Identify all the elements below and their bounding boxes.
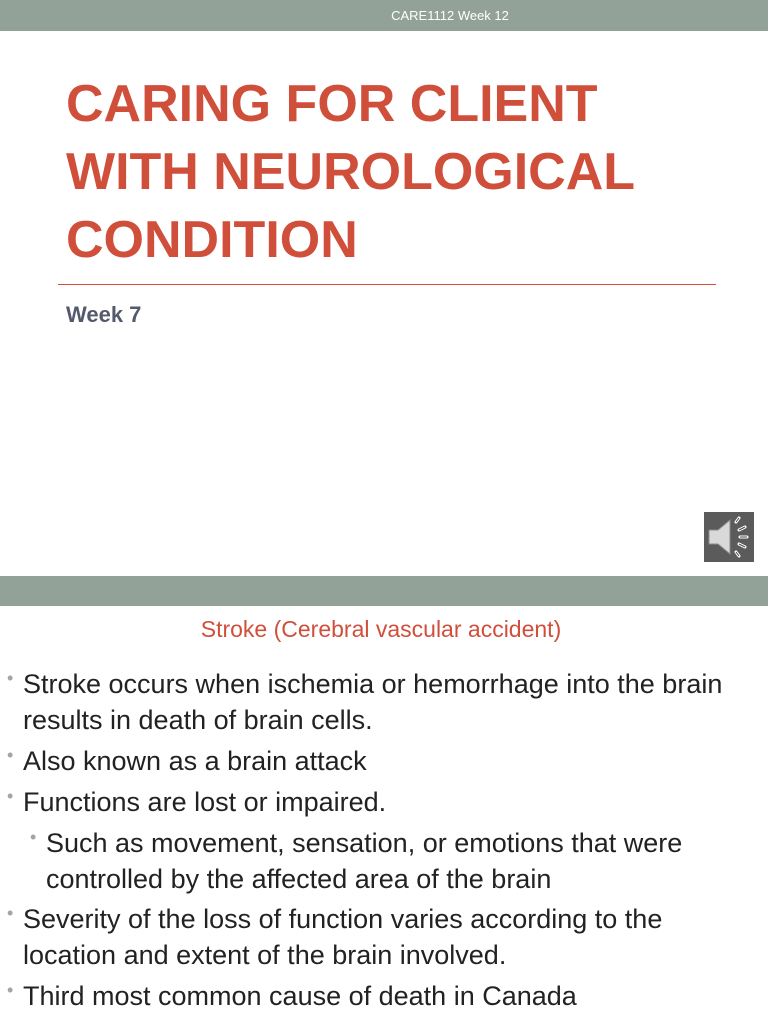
bullet-item xyxy=(0,825,768,897)
bullet-item xyxy=(0,666,768,738)
bullet-glyph: • xyxy=(7,903,14,923)
speaker-audio-icon[interactable] xyxy=(704,512,754,562)
bullet-list xyxy=(0,666,768,1019)
bullet-item xyxy=(0,901,768,973)
bullet-text: Functions are lost or impaired. xyxy=(23,787,387,817)
bullet-glyph: • xyxy=(7,745,14,765)
content-slide xyxy=(0,606,768,1024)
bullet-glyph: • xyxy=(7,668,14,688)
slide-title-line: CONDITION xyxy=(66,211,358,269)
slide-header-bar xyxy=(0,0,768,31)
bullet-item xyxy=(0,743,768,779)
bullet-item xyxy=(0,784,768,820)
slide-subtitle: Week 7 xyxy=(66,302,142,327)
title-divider-line xyxy=(58,284,716,285)
slide-title-line: WITH NEUROLOGICAL xyxy=(66,143,636,201)
bullet-text: Also known as a brain attack xyxy=(23,746,367,776)
slide-title xyxy=(66,70,746,274)
bullet-text: Third most common cause of death in Canada xyxy=(23,981,577,1011)
bullet-text: Severity of the loss of function varies according to the location and extent of the brain involved. xyxy=(23,904,663,970)
slide-separator-band xyxy=(0,576,768,606)
content-slide-title: Stroke (Cerebral vascular accident) xyxy=(200,616,562,642)
slide-title-line: CARING FOR CLIENT xyxy=(66,75,598,133)
bullet-text: Stroke occurs when ischemia or hemorrhage into the brain results in death of brain cells. xyxy=(23,669,723,735)
bullet-glyph: • xyxy=(7,980,14,1000)
slide-header-text: CARE1112 Week 12 xyxy=(391,8,509,23)
bullet-glyph: • xyxy=(30,827,37,847)
bullet-glyph: • xyxy=(7,786,14,806)
bullet-text: Such as movement, sensation, or emotions that were controlled by the affected area of the brain xyxy=(46,828,683,894)
bullet-item xyxy=(0,978,768,1014)
